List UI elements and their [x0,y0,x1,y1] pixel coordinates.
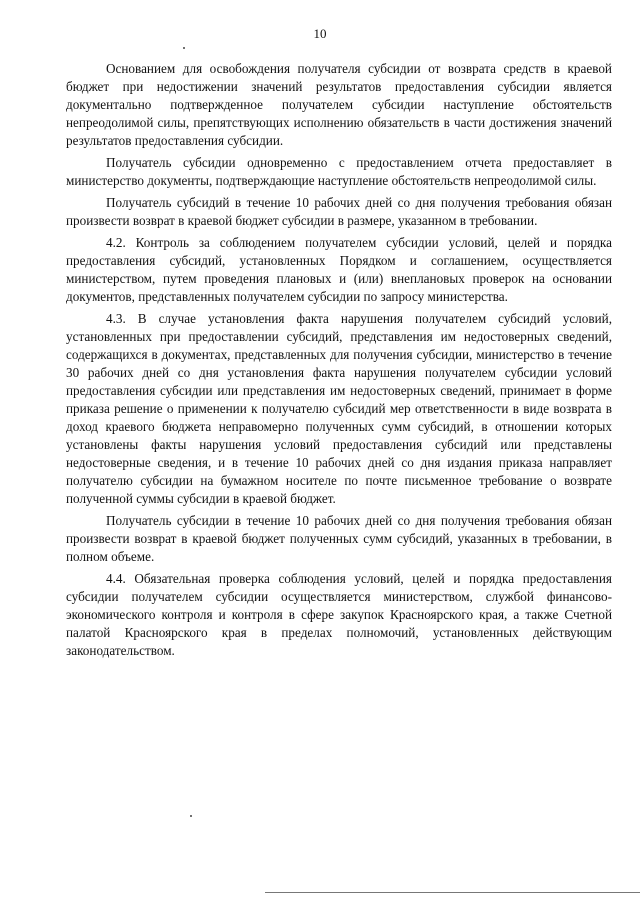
paragraph: Получатель субсидий в течение 10 рабочих дней со дня получения требования обязан произвести возврат в краевой бюджет субсидии в размере, указанном в требовании. [66,195,612,228]
paragraph: Получатель субсидии в течение 10 рабочих дней со дня получения требования обязан произвести возврат в краевой бюджет полученных сумм субсидий, указанных в требовании, в полном объеме. [66,513,612,564]
paragraph: Основанием для освобождения получателя субсидии от возврата средств в краевой бюджет при недостижении значений результатов предоставления субсидии является документально подтвержденное получателем субсидии наступление обстоятельств непреодолимой силы, препятствующих исполнению обязательств в части достижения значений результатов предоставления субсидии. [66,61,612,148]
paragraph: 4.4. Обязательная проверка соблюдения условий, целей и порядка предоставления субсидии получателем субсидии осуществляется министерством, службой финансово-экономического контроля и контроля в сфере закупок Красноярского края, а также Счетной палатой Красноярского края в пределах полномочий, установленных действующим законодательством. [66,571,612,658]
scan-speck [190,815,192,817]
page-number: 10 [313,26,327,41]
scan-edge-line [265,892,640,893]
paragraph: Получатель субсидии одновременно с предоставлением отчета предоставляет в министерство документы, подтверждающие наступление обстоятельств непреодолимой силы. [66,155,612,188]
scan-speck [183,47,185,49]
document-body [66,60,612,664]
paragraph: 4.2. Контроль за соблюдением получателем субсидии условий, целей и порядка предоставления субсидий, установленных Порядком и соглашением, осуществляется министерством, путем проведения плановых и (или) внеплановых проверок на основании документов, представленных получателем субсидии по запросу министерства. [66,235,612,304]
paragraph: 4.3. В случае установления факта нарушения получателем субсидий условий, установленных при предоставлении субсидий, представления им недостоверных сведений, содержащихся в документах, представленных для получения субсидии, министерство в течение 30 рабочих дней со дня установления факта нарушения получателем субсидии условий предоставления субсидии или представления им недостоверных сведений, принимает в форме приказа решение о применении к получателю субсидий мер ответственности в виде возврата в доход краевого бюджета неправомерно полученных сумм субсидий, в отношении которых установлены факты нарушения условий предоставления субсидий или представлены недостоверные сведения, и в течение 10 рабочих дней со дня издания приказа направляет получателю субсидии на бумажном носителе по почте письменное требование о возврате полученной суммы субсидии в краевой бюджет. [66,311,612,506]
